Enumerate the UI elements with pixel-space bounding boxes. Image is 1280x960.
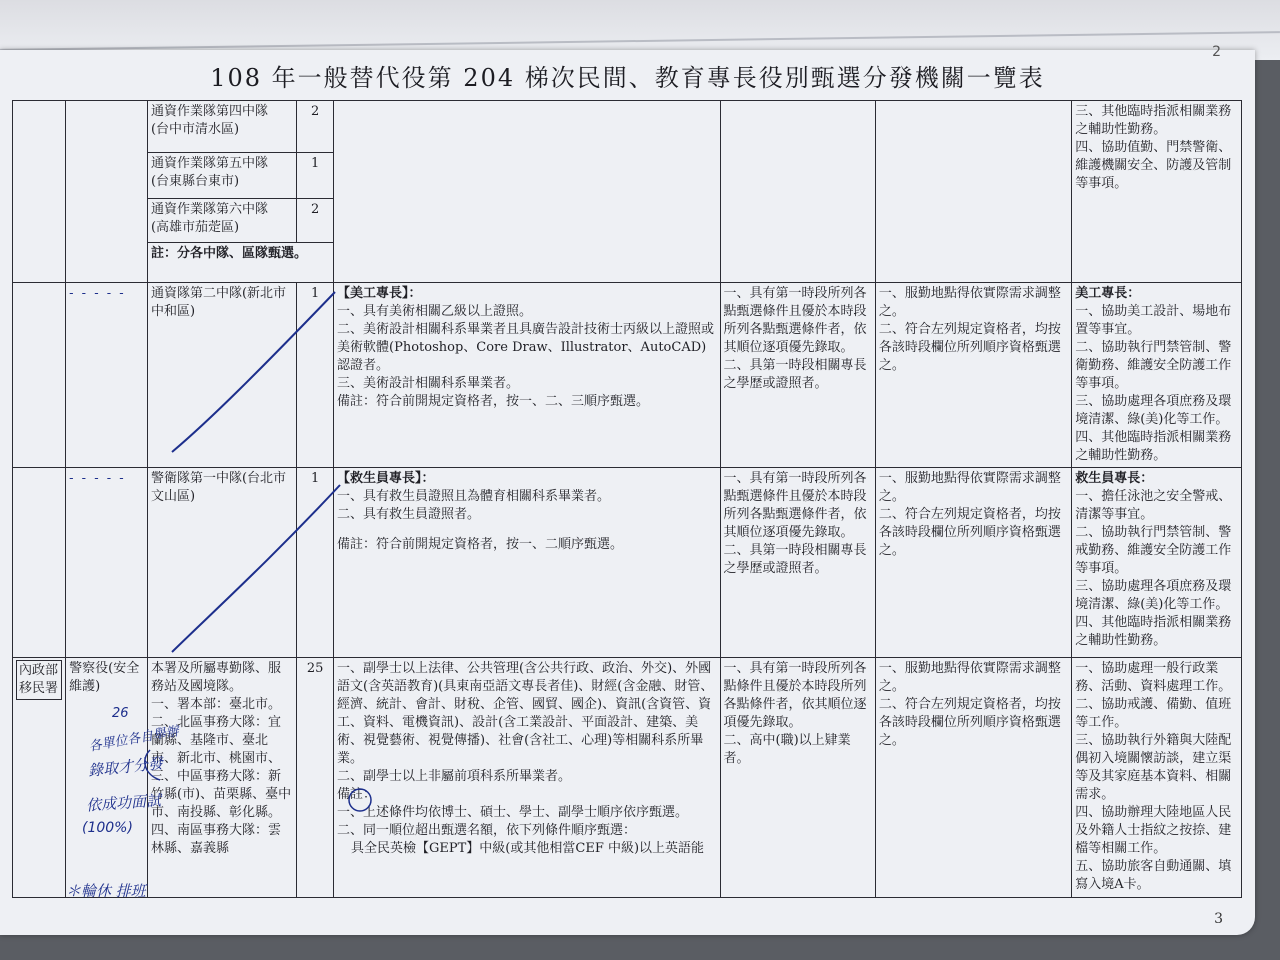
table-row — [13, 283, 1242, 468]
role-cell: - - - - - — [66, 283, 148, 468]
handwritten-note: ＊輪休 排班 — [66, 882, 146, 900]
count-cell: 1 — [297, 283, 334, 468]
count-cell: 1 — [297, 468, 334, 658]
select-cell: 一、具有第一時段所列各點甄選條件且優於本時段所列各點甄選條件者，依其順位逐項優先錄取。 二、具第一時段相關專長之學歷或證照者。 — [720, 468, 875, 658]
role-cell: - - - - - — [66, 468, 148, 658]
spec-cell — [334, 101, 720, 283]
unit-cell: 通資作業隊第五中隊 (台東縣台東市) — [147, 153, 296, 199]
spec-cell: 【救生員專長】： 一、具有救生員證照且為體育相關科系畢業者。 二、具有救生員證照者。 備註：符合前開規定資格者，按一、二順序甄選。 — [334, 468, 720, 658]
table-row — [13, 101, 1242, 153]
duty-cell: 一、協助處理一般行政業務、活動、資料處理工作。 二、協助戒護、備勤、值班等工作。 三、協助執行外籍與大陸配偶初入境關懷訪談，建立渠等及其家庭基本資料、相關需求。 四、協助辦理大陸地區人民及外籍人士指紋之按捺、建檔等相關工作。 五、協助旅客自動通關、填寫入境A卡。 — [1072, 658, 1242, 898]
unit-cell: 通資隊第二中隊(新北市中和區) — [147, 283, 296, 468]
assign-cell: 一、服勤地點得依實際需求調整之。 二、符合左列規定資格者，均按各該時段欄位所列順序資格甄選之。 — [875, 283, 1071, 468]
duty-cell: 三、其他臨時指派相關業務之輔助性勤務。 四、協助值勤、門禁警衛、維護機關安全、防護及管制等事項。 — [1072, 101, 1242, 283]
duty-cell: 美工專長： 一、協助美工設計、場地布置等事宜。 二、協助執行門禁管制、警衛勤務、維護安全防護工作等事項。 三、協助處理各項庶務及環境清潔、綠(美)化等工作。 四、其他臨時指派相關業務之輔助性勤務。 — [1072, 283, 1242, 468]
assign-cell: 一、服勤地點得依實際需求調整之。 二、符合左列規定資格者，均按各該時段欄位所列順序資格甄選之。 — [875, 468, 1071, 658]
corner-page-number: 2 — [1212, 44, 1221, 60]
handwritten-note: 依成功面試 — [85, 791, 162, 815]
handwritten-note: (100%) — [82, 820, 133, 836]
page-number: 3 — [1214, 911, 1223, 927]
count-cell: 1 — [297, 153, 334, 199]
select-cell — [720, 101, 875, 283]
table-row — [13, 468, 1242, 658]
assign-cell — [875, 101, 1071, 283]
handwritten-note: 26 — [112, 706, 129, 721]
agency-cell: 內政部移民署 — [13, 658, 66, 898]
assignment-table — [12, 100, 1242, 898]
count-cell: 2 — [297, 101, 334, 153]
unit-cell: 本署及所屬專勤隊、服務站及國境隊。 一、署本部：臺北市。 二、北區事務大隊：宜蘭縣、基隆市、臺北市、新北市、桃園市、 三、中區事務大隊：新竹縣(市)、苗栗縣、臺中市、南投縣、彰化縣。 四、南區事務大隊：雲林縣、嘉義縣 — [147, 658, 296, 898]
assign-cell: 一、服勤地點得依實際需求調整之。 二、符合左列規定資格者，均按各該時段欄位所列順序資格甄選之。 — [875, 658, 1071, 898]
unit-cell: 警衛隊第一中隊(台北市文山區) — [147, 468, 296, 658]
unit-cell: 通資作業隊第四中隊 (台中市清水區) — [147, 101, 296, 153]
spec-cell: 一、副學士以上法律、公共管理(含公共行政、政治、外交)、外國語文(含英語教育)(具東南亞語文專長者佳)、財經(含金融、財管、經濟、統計、會計、財稅、企管、國貿、國企)、資訊(含資管、資工、資料、電機資訊)、設計(含工業設計、平面設計、建築、美術、視覺藝術、視覺傳播)、社會(含社工、心理)等相關科系所畢業。 二、副學士以上非屬前項科系所畢業者。 備註： 一、上述條件均依博士、碩士、學士、副學士順序依序甄選。 二、同一順位超出甄選名額，依下列條件順序甄選： 具全民英檢【GEPT】中級(或其他相當CEF 中級)以上英語能 — [334, 658, 720, 898]
handwritten-note: 各單位各自舉辦 — [87, 724, 180, 755]
role-cell — [66, 101, 148, 283]
spec-cell: 【美工專長】： 一、具有美術相關乙級以上證照。 二、美術設計相關科系畢業者且具廣告設計技術士丙級以上證照或美術軟體(Photoshop、Core Draw、Illustrator、AutoCAD)認證者。 三、美術設計相關科系畢業者。 備註：符合前開規定資格者，按一、二、三順序甄選。 — [334, 283, 720, 468]
agency-cell — [13, 101, 66, 283]
table-row — [13, 658, 1242, 898]
duty-cell: 救生員專長： 一、擔任泳池之安全警戒、清潔等事宜。 二、協助執行門禁管制、警戒勤務、維護安全防護工作等事項。 三、協助處理各項庶務及環境清潔、綠(美)化等工作。 四、其他臨時指派相關業務之輔助性勤務。 — [1072, 468, 1242, 658]
select-cell: 一、具有第一時段所列各點條件且優於本時段所列各點條件者，依其順位逐項優先錄取。 二、高中(職)以上肄業者。 — [720, 658, 875, 898]
count-cell: 25 — [297, 658, 334, 898]
role-cell: 警察役(安全維護) — [66, 658, 148, 898]
note-cell: 註：分各中隊、區隊甄選。 — [147, 243, 333, 283]
agency-cell — [13, 468, 66, 658]
select-cell: 一、具有第一時段所列各點甄選條件且優於本時段所列各點甄選條件者，依其順位逐項優先錄取。 二、具第一時段相關專長之學歷或證照者。 — [720, 283, 875, 468]
handwritten-note: 錄取才分發 — [87, 754, 164, 780]
agency-cell — [13, 283, 66, 468]
page-title: 108 年一般替代役第 204 梯次民間、教育專長役別甄選分發機關一覽表 — [210, 64, 1045, 92]
unit-cell: 通資作業隊第六中隊 (高雄市茄萣區) — [147, 199, 296, 243]
document-sheet — [0, 44, 1255, 935]
count-cell: 2 — [297, 199, 334, 243]
